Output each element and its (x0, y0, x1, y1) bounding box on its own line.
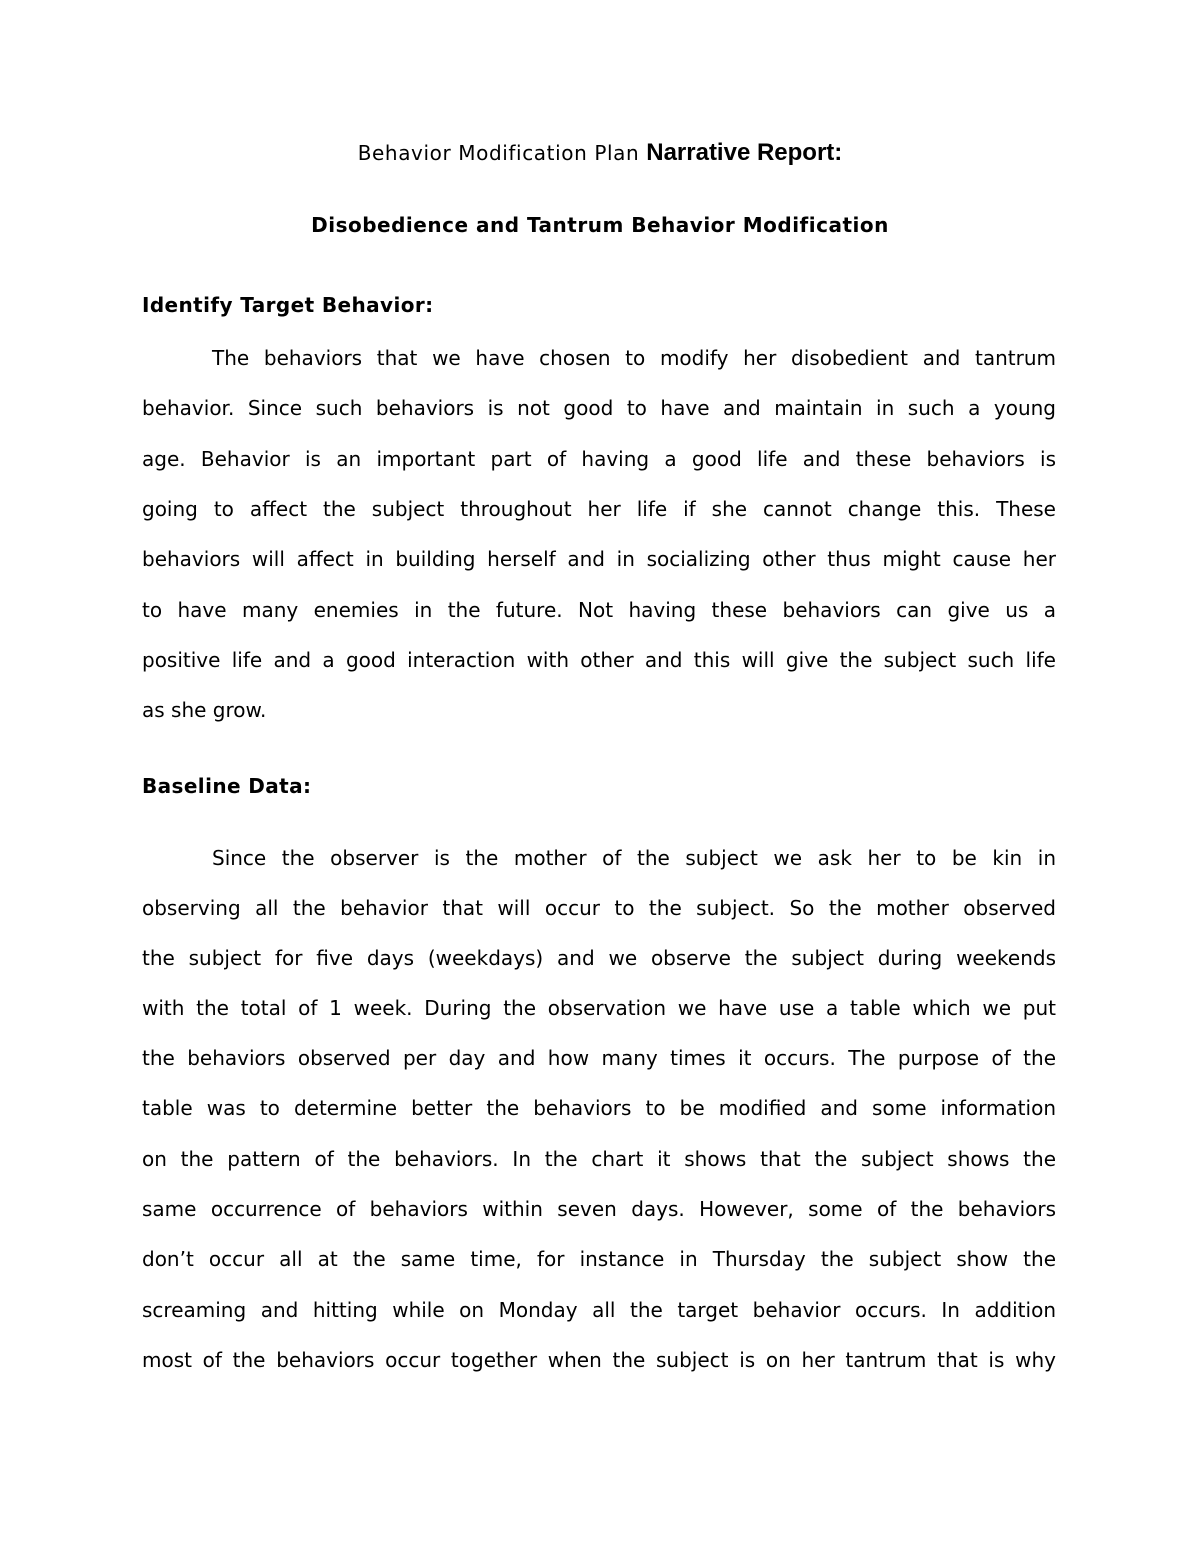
paragraph-line: the subject for five days (weekdays) and we observe the subject during weekends (142, 946, 1056, 970)
paragraph-line: going to affect the subject throughout her life if she cannot change this. These (142, 497, 1056, 521)
document-title (0, 139, 1200, 167)
paragraph-line: The behaviors that we have chosen to modify her disobedient and tantrum (212, 346, 1056, 370)
paragraph-line: the behaviors observed per day and how many times it occurs. The purpose of the (142, 1046, 1056, 1070)
paragraph-line: on the pattern of the behaviors. In the chart it shows that the subject shows the (142, 1147, 1056, 1171)
paragraph-line: screaming and hitting while on Monday all the target behavior occurs. In addition (142, 1298, 1056, 1322)
paragraph-line: observing all the behavior that will occur to the subject. So the mother observed (142, 896, 1056, 920)
paragraph-line: behaviors will affect in building herself and in socializing other thus might cause her (142, 547, 1056, 571)
paragraph-line: table was to determine better the behaviors to be modified and some information (142, 1096, 1056, 1120)
paragraph-line: as she grow. (142, 698, 267, 722)
paragraph-line: behavior. Since such behaviors is not good to have and maintain in such a young (142, 396, 1056, 420)
paragraph-line: to have many enemies in the future. Not having these behaviors can give us a (142, 598, 1056, 622)
paragraph-line: same occurrence of behaviors within seven days. However, some of the behaviors (142, 1197, 1056, 1221)
document-subtitle: Disobedience and Tantrum Behavior Modification (311, 213, 889, 237)
paragraph-line: don’t occur all at the same time, for instance in Thursday the subject show the (142, 1247, 1056, 1271)
paragraph-line: Since the observer is the mother of the subject we ask her to be kin in (212, 846, 1056, 870)
title-prefix: Behavior Modification Plan (357, 141, 647, 165)
section-heading-baseline-data: Baseline Data: (142, 774, 312, 798)
paragraph-line: positive life and a good interaction with other and this will give the subject such life (142, 648, 1056, 672)
section-heading-target-behavior: Identify Target Behavior: (142, 293, 434, 317)
paragraph-line: age. Behavior is an important part of having a good life and these behaviors is (142, 447, 1056, 471)
paragraph-line: most of the behaviors occur together when the subject is on her tantrum that is why (142, 1348, 1056, 1372)
title-emphasis: Narrative Report: (646, 139, 843, 166)
paragraph-line: with the total of 1 week. During the observation we have use a table which we put (142, 996, 1056, 1020)
